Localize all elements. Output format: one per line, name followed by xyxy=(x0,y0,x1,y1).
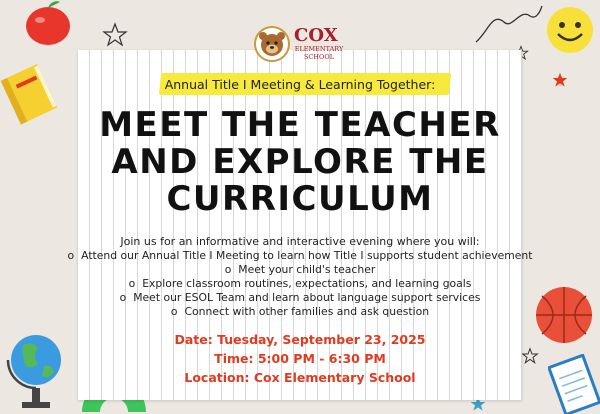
list-item-text: Explore classroom routines, expectations, and learning goals xyxy=(142,277,472,291)
meeting-subtitle: Annual Title I Meeting & Learning Together: xyxy=(164,77,436,92)
squiggle-icon xyxy=(472,2,544,48)
apple-icon xyxy=(22,0,74,46)
list-item xyxy=(0,249,600,263)
mascot-icon xyxy=(254,26,290,62)
star-icon xyxy=(550,70,570,90)
activity-list xyxy=(0,249,600,319)
list-item xyxy=(0,305,600,319)
event-time: Time: 5:00 PM - 6:30 PM xyxy=(214,351,386,366)
list-item xyxy=(0,263,600,277)
school-subtitle: ELEMENTARY SCHOOL xyxy=(294,45,344,61)
title-line-2: AND EXPLORE THE xyxy=(111,142,489,182)
title-line-1: MEET THE TEACHER xyxy=(99,105,501,145)
list-item-text: Meet your child's teacher xyxy=(238,263,376,277)
school-logo xyxy=(254,26,348,66)
star-icon xyxy=(100,20,130,50)
bullet-marker: o xyxy=(128,277,136,291)
list-item-text: Attend our Annual Title I Meeting to learn how Title I supports student achievement xyxy=(81,249,533,262)
flyer-paper xyxy=(78,50,522,400)
school-name: COX xyxy=(294,25,338,46)
list-item-text: Connect with other families and ask question xyxy=(184,305,430,319)
list-item xyxy=(0,277,600,291)
smiley-icon xyxy=(542,4,598,56)
event-location: Location: Cox Elementary School xyxy=(184,370,416,385)
bullet-marker: o xyxy=(170,305,178,319)
bullet-marker: o xyxy=(224,263,232,277)
page-title xyxy=(60,107,540,218)
list-item-text: Meet our ESOL Team and learn about language support services xyxy=(133,291,481,305)
event-date: Date: Tuesday, September 23, 2025 xyxy=(174,332,426,347)
title-line-3: CURRICULUM xyxy=(166,179,434,219)
bullet-marker: o xyxy=(67,249,75,262)
intro-text: Join us for an informative and interactive evening where you will: xyxy=(120,235,480,248)
book-icon xyxy=(0,56,58,128)
bullet-marker: o xyxy=(119,291,127,305)
list-item xyxy=(0,291,600,305)
